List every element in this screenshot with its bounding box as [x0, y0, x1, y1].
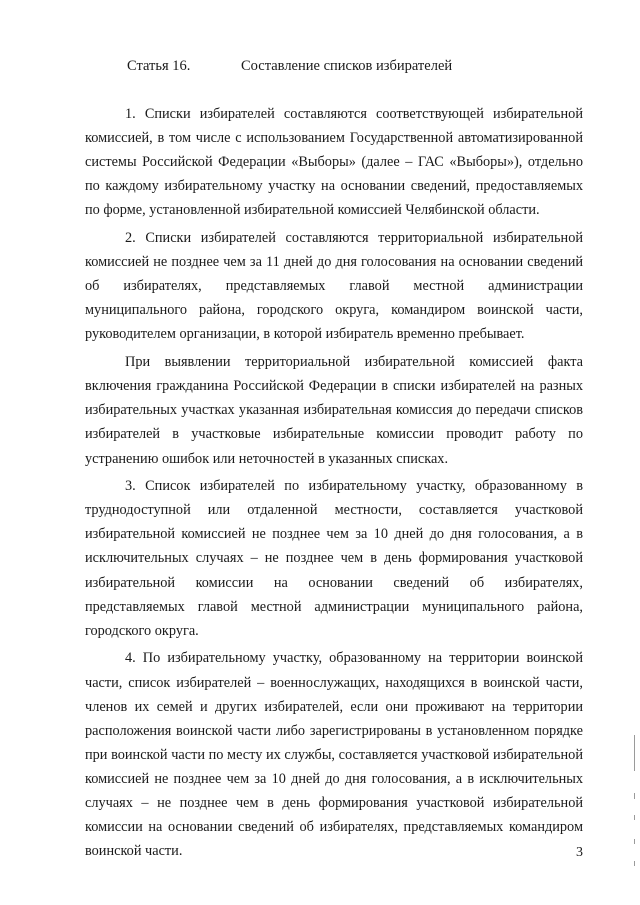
paragraph-1: 1. Списки избирателей составляются соответствующей избирательной комиссией, в том числе с использованием Государственной автоматизированной системы Российской Федерации «Выборы» (далее – ГАС «Выборы»), отдельно по каждому избирательному участку на основании сведений, предоставляемых по форме, установленной избирательной комиссией Челябинской области. — [85, 106, 583, 219]
article-heading — [127, 57, 452, 75]
article-number: Статья 16. — [127, 58, 191, 74]
article-title: Составление списков избирателей — [241, 58, 453, 74]
page-number: 3 — [576, 845, 583, 860]
paragraph-2: 2. Списки избирателей составляются территориальной избирательной комиссией не позднее чем за 11 дней до дня голосования на основании сведений об избирателях, представляемых главой местной администрации муниципального района, городского округа, командиром воинской части, руководителем организации, в которой избиратель временно пребывает. — [85, 230, 583, 343]
paragraph-4: 3. Список избирателей по избирательному участку, образованному в труднодоступной или отдаленной местности, составляется участковой избирательной комиссией не позднее чем за 10 дней до дня голосования, а в исключительных случаях – не позднее чем в день формирования участковой избирательной комиссии на основании сведений об избирателях, представляемых главой местной администрации муниципального района, городского округа. — [85, 478, 583, 639]
scan-edge-marks — [634, 735, 636, 895]
paragraph-5: 4. По избирательному участку, образованному на территории воинской части, список избирателей – военнослужащих, находящихся в воинской части, членов их семей и других избирателей, если они проживают на территории расположения воинской части либо зарегистрированы в установленном порядке при воинской части по месту их службы, составляется участковой избирательной комиссией не позднее чем за 10 дней до дня голосования, а в исключительных случаях – не позднее чем в день формирования участковой избирательной комиссии на основании сведений об избирателях, представляемых командиром воинской части. — [85, 650, 583, 860]
paragraph-3: При выявлении территориальной избирательной комиссией факта включения гражданина Российской Федерации в списки избирателей на разных избирательных участках указанная избирательная комиссия до передачи списков избирателей в участковые избирательные комиссии проводит работу по устранению ошибок или неточностей в указанных списках. — [85, 354, 583, 467]
article-body — [85, 102, 583, 867]
